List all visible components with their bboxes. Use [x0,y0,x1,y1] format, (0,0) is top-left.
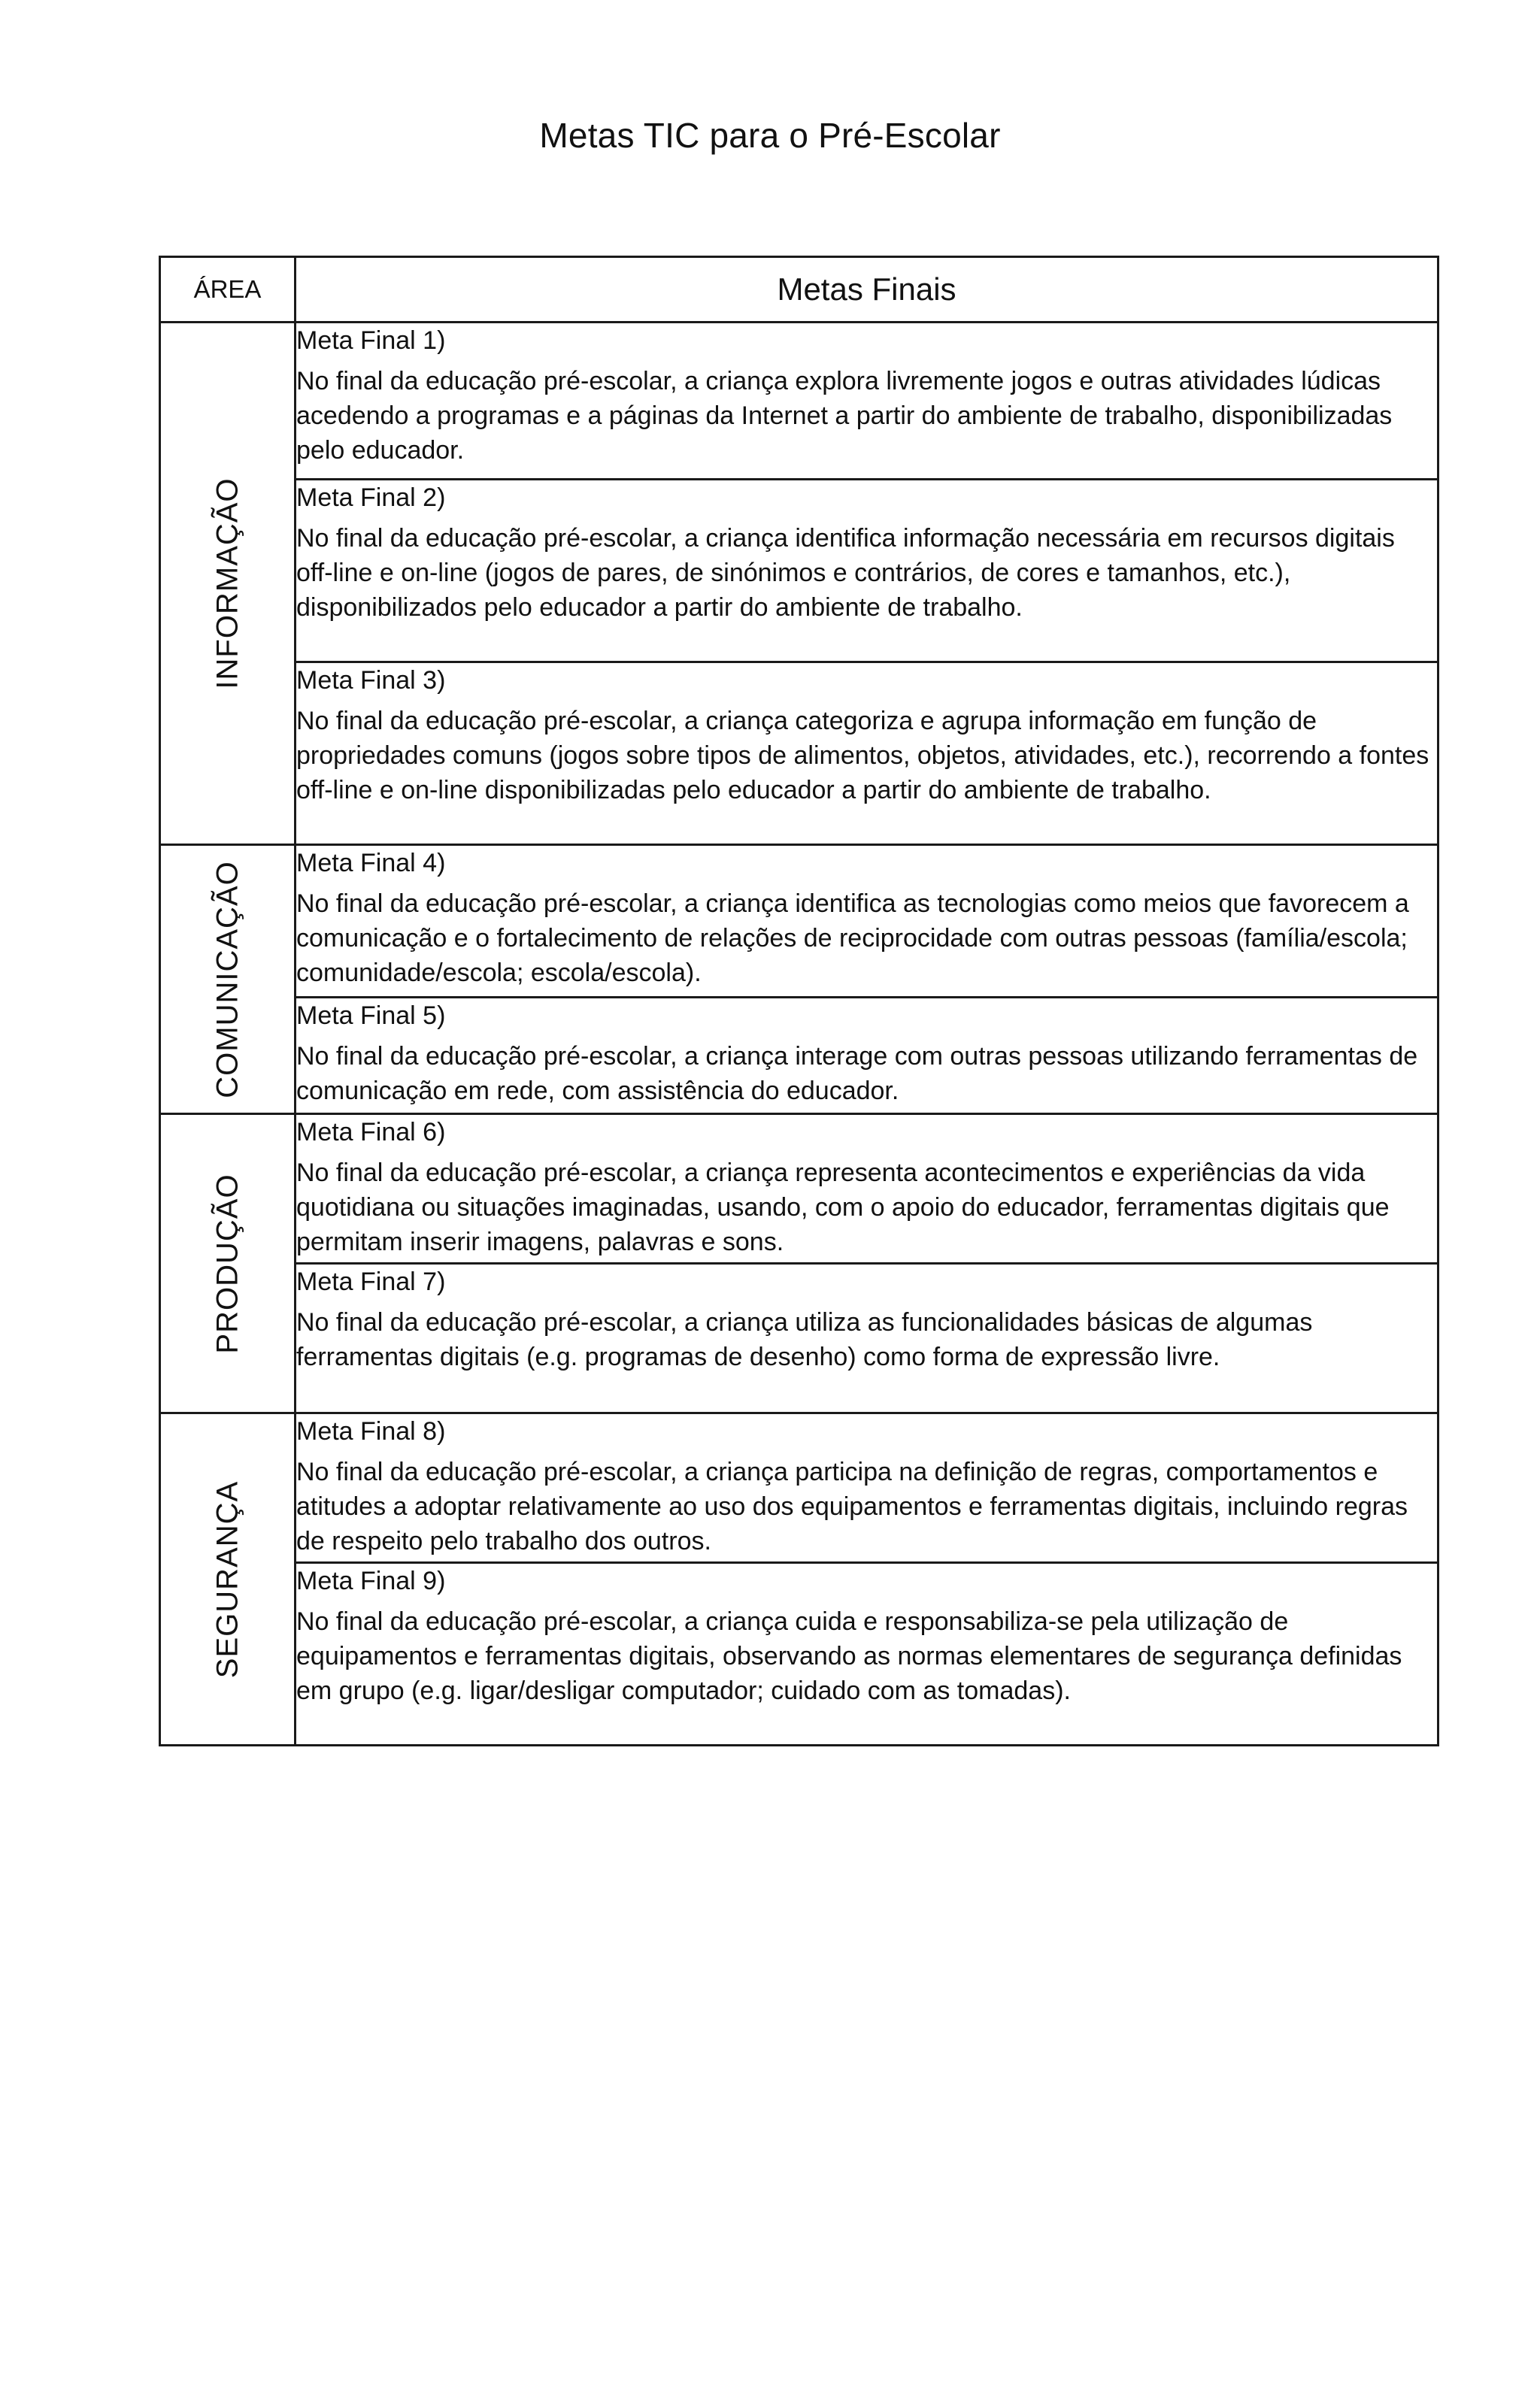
table-row [160,1413,1438,1563]
goal-cell [296,845,1438,998]
goal-title: Meta Final 3) [296,666,446,695]
goal-title: Meta Final 8) [296,1417,446,1446]
area-cell-comunicacao [160,845,296,1114]
page-title: Metas TIC para o Pré-Escolar [539,116,1001,155]
table-row [160,1114,1438,1264]
goal-title: Meta Final 4) [296,849,446,877]
goal-title: Meta Final 2) [296,483,446,512]
table-row [160,323,1438,480]
area-cell-seguranca [160,1413,296,1746]
goals-table [159,256,1439,1746]
goal-cell [296,480,1438,662]
goal-title: Meta Final 7) [296,1268,446,1296]
area-label: COMUNICAÇÃO [211,860,244,1098]
area-label: INFORMAÇÃO [211,477,244,689]
header-area: ÁREA [160,257,296,323]
goal-text: No final da educação pré-escolar, a criança identifica informação necessária em recursos digitais off-line e on-line (jogos de pares, de sinónimos e contrários, de cores e tamanhos, etc.), disponibilizados pelo educador a partir do ambiente de trabalho. [296,524,1395,622]
goal-title: Meta Final 1) [296,326,446,355]
table-row [160,662,1438,845]
goal-cell [296,662,1438,845]
table-row [160,998,1438,1114]
goal-cell [296,998,1438,1114]
goal-text: No final da educação pré-escolar, a criança explora livremente jogos e outras atividades lúdicas acedendo a programas e a páginas da Internet a partir do ambiente de trabalho, disponibilizadas pelo educador. [296,367,1393,465]
goal-title: Meta Final 6) [296,1118,446,1146]
area-label: SEGURANÇA [211,1480,244,1678]
goal-cell [296,323,1438,480]
goal-cell [296,1413,1438,1563]
area-cell-informacao [160,323,296,845]
goal-text: No final da educação pré-escolar, a criança participa na definição de regras, comportamentos e atitudes a adoptar relativamente ao uso dos equipamentos e ferramentas digitais, incluindo regras de respeito pelo trabalho dos outros. [296,1458,1408,1555]
area-label: PRODUÇÃO [211,1173,244,1354]
table-row [160,480,1438,662]
area-cell-producao [160,1114,296,1413]
goal-text: No final da educação pré-escolar, a criança interage com outras pessoas utilizando ferramentas de comunicação em rede, com assistência do educador. [296,1042,1418,1105]
goal-text: No final da educação pré-escolar, a criança identifica as tecnologias como meios que favorecem a comunicação e o fortalecimento de relações de reciprocidade com outras pessoas (família/escola; comunidade/escola; escola/escola). [296,889,1409,987]
goal-cell [296,1114,1438,1264]
goal-cell [296,1563,1438,1746]
goal-text: No final da educação pré-escolar, a criança cuida e responsabiliza-se pela utilização de equipamentos e ferramentas digitais, observando as normas elementares de segurança definidas em grupo (e.g. ligar/desligar computador; cuidado com as tomadas). [296,1607,1402,1705]
goal-text: No final da educação pré-escolar, a criança representa acontecimentos e experiências da vida quotidiana ou situações imaginadas, usando, com o apoio do educador, ferramentas digitais que permitam inserir imagens, palavras e sons. [296,1159,1390,1256]
goal-text: No final da educação pré-escolar, a criança utiliza as funcionalidades básicas de algumas ferramentas digitais (e.g. programas de desenho) como forma de expressão livre. [296,1308,1313,1371]
table-row [160,1563,1438,1746]
table-row [160,845,1438,998]
goal-title: Meta Final 5) [296,1001,446,1030]
table-header-row [160,257,1438,323]
goal-title: Meta Final 9) [296,1567,446,1595]
goal-cell [296,1264,1438,1413]
header-goals: Metas Finais [296,257,1438,323]
table-row [160,1264,1438,1413]
goal-text: No final da educação pré-escolar, a criança categoriza e agrupa informação em função de propriedades comuns (jogos sobre tipos de alimentos, objetos, atividades, etc.), recorrendo a fontes off-line e on-line disponibilizadas pelo educador a partir do ambiente de trabalho. [296,707,1429,804]
